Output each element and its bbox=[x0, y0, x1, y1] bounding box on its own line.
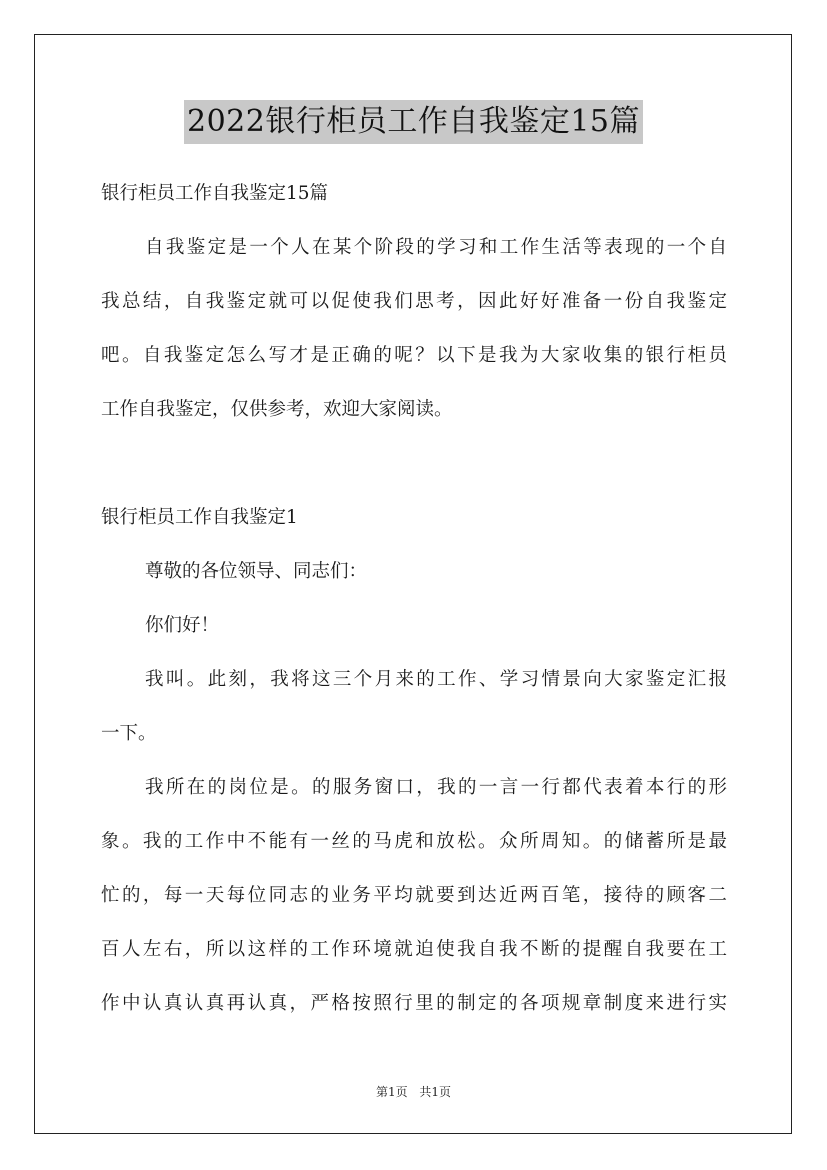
title-wrap bbox=[0, 100, 827, 144]
paragraph-line: 百人左右，所以这样的工作环境就迫使我自我不断的提醒自我要在工 bbox=[101, 939, 727, 960]
paragraph-line: 忙的，每一天每位同志的业务平均就要到达近两百笔，接待的顾客二 bbox=[101, 885, 727, 906]
intro-line: 自我鉴定是一个人在某个阶段的学习和工作生活等表现的一个自 bbox=[145, 237, 727, 258]
paragraph-line: 象。我的工作中不能有一丝的马虎和放松。众所周知。的储蓄所是最 bbox=[101, 831, 727, 852]
paragraph-line: 一下。 bbox=[101, 723, 157, 744]
page-footer bbox=[0, 1084, 827, 1100]
intro-line: 吧。自我鉴定怎么写才是正确的呢？以下是我为大家收集的银行柜员 bbox=[101, 345, 727, 366]
page-number: 第1页 bbox=[375, 1085, 408, 1099]
greeting: 你们好！ bbox=[145, 615, 220, 636]
intro-line: 工作自我鉴定，仅供参考，欢迎大家阅读。 bbox=[101, 399, 453, 420]
intro-line: 我总结，自我鉴定就可以促使我们思考，因此好好准备一份自我鉴定 bbox=[101, 291, 727, 312]
section-heading: 银行柜员工作自我鉴定1 bbox=[101, 507, 298, 528]
paragraph-line: 我所在的岗位是。的服务窗口，我的一言一行都代表着本行的形 bbox=[145, 777, 727, 798]
subtitle: 银行柜员工作自我鉴定15篇 bbox=[101, 183, 329, 204]
paragraph-line: 作中认真认真再认真，严格按照行里的制定的各项规章制度来进行实 bbox=[101, 993, 727, 1014]
document-title: 2022银行柜员工作自我鉴定15篇 bbox=[184, 100, 643, 144]
page-total: 共1页 bbox=[419, 1085, 452, 1099]
salutation: 尊敬的各位领导、同志们： bbox=[145, 561, 368, 582]
paragraph-line: 我叫。此刻，我将这三个月来的工作、学习情景向大家鉴定汇报 bbox=[145, 669, 727, 690]
